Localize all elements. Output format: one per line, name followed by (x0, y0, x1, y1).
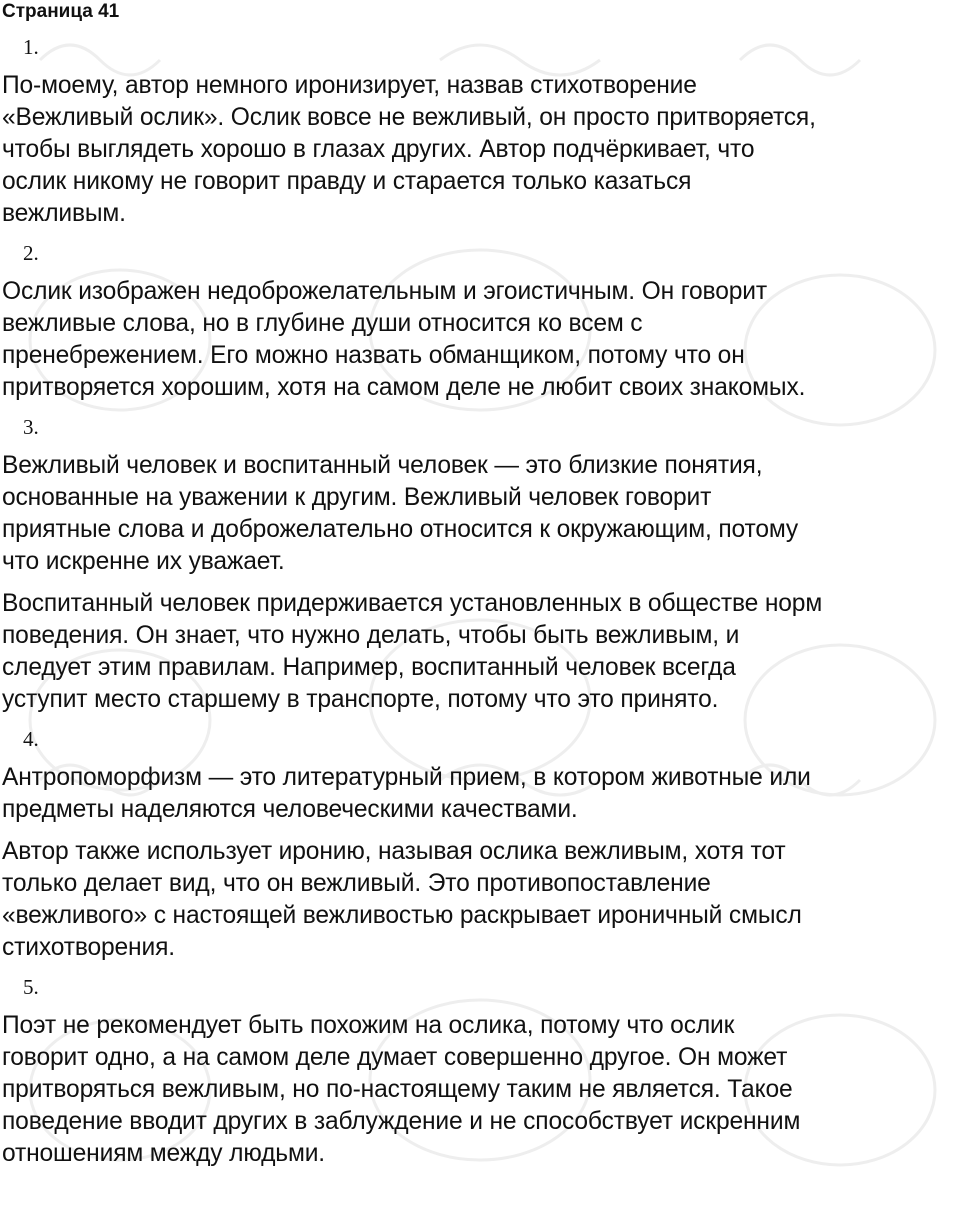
answer-paragraph: Воспитанный человек придерживается установленных в обществе норм поведения. Он знает, что нужно делать, чтобы быть вежливым, и следует этим правилам. Например, воспитанный человек всегда уступит место старшему в транспорте, потому что это принято. (2, 590, 823, 713)
section-2 (2, 240, 963, 404)
section-5 (2, 974, 963, 1170)
answer-paragraph: Автор также использует иронию, называя ослика вежливым, хотя тот только делает вид, что он вежливый. Это противопоставление «вежливого» с настоящей вежливостью раскрывает ироничный смысл стихотворения. (2, 838, 802, 961)
question-number: 2. (23, 241, 39, 265)
section-4 (2, 726, 963, 964)
answer-paragraph: Вежливый человек и воспитанный человек — это близкие понятия, основанные на уважении к другим. Вежливый человек говорит приятные слова и доброжелательно относится к окружающим, потому что искренне их уважает. (2, 452, 799, 575)
answer-paragraph: По-моему, автор немного иронизирует, назвав стихотворение «Вежливый ослик». Ослик вовсе не вежливый, он просто притворяется, чтобы выглядеть хорошо в глазах других. Автор подчёркивает, что ослик никому не говорит правду и старается только казаться вежливым. (2, 72, 816, 227)
answer-paragraph: Антропоморфизм — это литературный прием, в котором животные или предметы наделяются человеческими качествами. (2, 764, 811, 823)
question-number: 1. (23, 35, 39, 59)
page-title: Страница 41 (2, 1, 120, 22)
question-number: 3. (23, 415, 39, 439)
answer-paragraph: Поэт не рекомендует быть похожим на ослика, потому что ослик говорит одно, а на самом деле думает совершенно другое. Он может притворяться вежливым, но по-настоящему таким не является. Такое поведение вводит других в заблуждение и не способствует искренним отношениям между людьми. (2, 1012, 801, 1167)
section-3 (2, 414, 963, 716)
question-number: 4. (23, 727, 39, 751)
section-1 (2, 34, 963, 230)
answer-paragraph: Ослик изображен недоброжелательным и эгоистичным. Он говорит вежливые слова, но в глубине души относится ко всем с пренебрежением. Его можно назвать обманщиком, потому что он притворяется хорошим, хотя на самом деле не любит своих знакомых. (2, 278, 806, 401)
question-number: 5. (23, 975, 39, 999)
